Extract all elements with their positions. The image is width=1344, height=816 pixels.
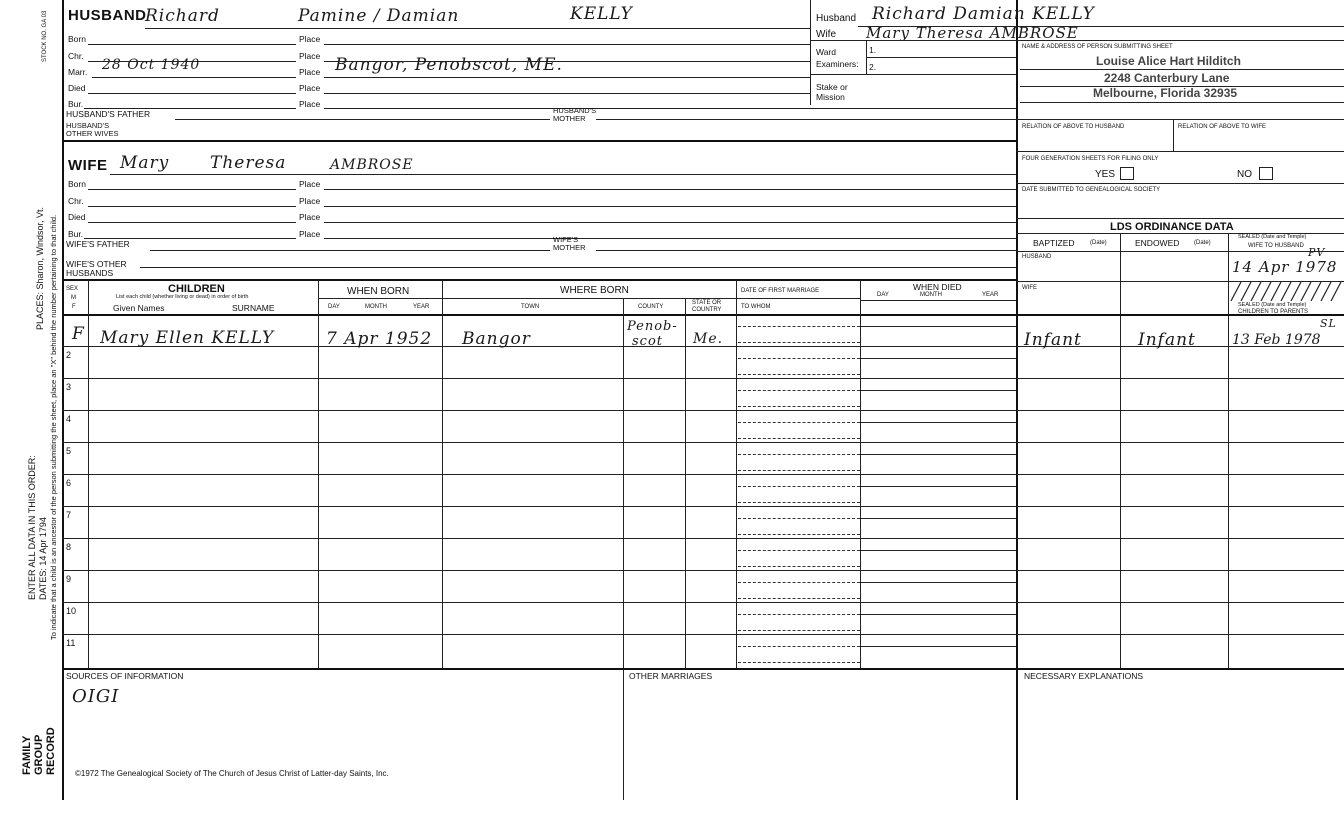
given-names-header: Given Names (113, 303, 165, 313)
lds-husband-label: HUSBAND (1022, 254, 1052, 260)
to-whom-line (738, 566, 860, 567)
place-label: Place (299, 229, 321, 239)
enter-data-note: ENTER ALL DATA IN THIS ORDER: (27, 455, 37, 600)
when-died-header: WHEN DIED (913, 282, 962, 292)
marriage-date-line (738, 422, 860, 423)
other-marriages-label: OTHER MARRIAGES (629, 671, 713, 681)
day-header: DAY (877, 292, 889, 298)
marriage-date-line (738, 358, 860, 359)
stake-label-1: Stake or (816, 82, 848, 92)
rh-husband-label: Husband (816, 13, 857, 24)
to-whom-line (738, 406, 860, 407)
row-divider (62, 634, 1344, 635)
place-label: Place (299, 212, 321, 222)
row-divider (62, 602, 1344, 603)
child-1-county-1: Penob- (627, 319, 678, 334)
examiners-label: Examiners: (816, 59, 859, 69)
to-whom-line (738, 502, 860, 503)
children-list-note: List each child (whether living or dead) in order of birth (116, 294, 249, 300)
lds-title: LDS ORDINANCE DATA (1110, 221, 1234, 233)
wife-mother-label-1: WIFE'S (553, 235, 579, 244)
marriage-date-line (738, 582, 860, 583)
died-label: Died (68, 212, 86, 222)
sex-f: F (72, 304, 76, 310)
wife-surname: AMBROSE (330, 157, 414, 173)
yes-label: YES (1095, 169, 1116, 180)
form-title-2: GROUP (33, 734, 45, 775)
marriage-date-line (738, 550, 860, 551)
relation-husband-label: RELATION OF ABOVE TO HUSBAND (1022, 124, 1125, 130)
died-date-line (860, 646, 1016, 647)
child-1-born: 7 Apr 1952 (326, 329, 433, 349)
four-gen-label: FOUR GENERATION SHEETS FOR FILING ONLY (1022, 156, 1159, 162)
to-whom-line (738, 470, 860, 471)
relation-wife-label: RELATION OF ABOVE TO WIFE (1178, 124, 1267, 130)
place-label: Place (299, 67, 321, 77)
marriage-date-line (738, 390, 860, 391)
necessary-explanations-label: NECESSARY EXPLANATIONS (1024, 671, 1144, 681)
bur-label: Bur. (68, 99, 84, 109)
to-whom-line (738, 374, 860, 375)
died-date-line (860, 390, 1016, 391)
surname-header: SURNAME (232, 303, 275, 313)
to-whom-line (738, 534, 860, 535)
place-label: Place (299, 179, 321, 189)
county-header: COUNTY (638, 304, 664, 310)
child-1-sex: F (72, 324, 85, 344)
place-label: Place (299, 51, 321, 61)
to-whom-line (738, 438, 860, 439)
marr-label: Marr. (68, 67, 88, 77)
wife-mother-label-2: MOTHER (553, 243, 586, 252)
child-1-county-2: scot (632, 334, 664, 349)
born-label: Born (68, 179, 86, 189)
wife-other-husbands-2: HUSBANDS (66, 268, 114, 278)
town-header: TOWN (521, 304, 540, 310)
row-divider (62, 410, 1344, 411)
yes-checkbox[interactable] (1120, 167, 1134, 180)
row-divider (62, 378, 1344, 379)
died-date-line (860, 422, 1016, 423)
sealed-wife-date: 14 Apr 1978 (1232, 258, 1338, 276)
state-header-1: STATE OR (692, 300, 722, 306)
chr-label: Chr. (68, 51, 84, 61)
examiner-2: 2. (869, 62, 877, 72)
copyright: ©1972 The Genealogical Society of The Church of Jesus Christ of Latter-day Saints, Inc. (75, 769, 389, 778)
row-divider (62, 506, 1344, 507)
child-row-number: 6 (66, 478, 72, 488)
died-date-line (860, 582, 1016, 583)
died-date-line (860, 550, 1016, 551)
where-born-header: WHERE BORN (560, 285, 629, 296)
child-row-number: 5 (66, 446, 72, 456)
ward-label: Ward (816, 47, 836, 57)
lds-wife-label: WIFE (1022, 285, 1037, 291)
form-title-3: RECORD (45, 727, 57, 775)
submitter-name: Louise Alice Hart Hilditch (1096, 54, 1241, 68)
child-row-number: 10 (66, 606, 77, 616)
marriage-date-line (738, 518, 860, 519)
place-label: Place (299, 83, 321, 93)
child-1-sealed: 13 Feb 1978 (1232, 332, 1321, 348)
child-1-endowed: Infant (1138, 330, 1196, 350)
sealed-wife-label-2: WIFE TO HUSBAND (1248, 243, 1304, 249)
to-whom-line (738, 662, 860, 663)
to-whom-line (738, 342, 860, 343)
to-whom-line (738, 630, 860, 631)
bur-label: Bur. (68, 229, 84, 239)
rh-wife-label: Wife (816, 29, 836, 40)
form-title-1: FAMILY (21, 735, 33, 775)
husband-mother-label-2: MOTHER (553, 114, 586, 123)
state-header-2: COUNTRY (692, 307, 722, 313)
year-header: YEAR (982, 292, 999, 298)
no-label: NO (1237, 169, 1252, 180)
row-divider (62, 570, 1344, 571)
year-header: YEAR (413, 304, 430, 310)
row-divider (62, 442, 1344, 443)
sealed-children-label-1: SEALED (Date and Temple) (1238, 302, 1307, 308)
endowed-label: ENDOWED (1135, 238, 1180, 248)
submitter-city: Melbourne, Florida 32935 (1093, 86, 1238, 100)
month-header: MONTH (365, 304, 387, 310)
husband-middle-name: Pamine / Damian (298, 6, 460, 26)
child-row-number: 8 (66, 542, 72, 552)
sources-label: SOURCES OF INFORMATION (66, 671, 184, 681)
place-label: Place (299, 34, 321, 44)
born-label: Born (68, 34, 86, 44)
child-row-number: 4 (66, 414, 72, 424)
examiner-1: 1. (869, 45, 877, 55)
baptized-label: BAPTIZED (1033, 238, 1075, 248)
hatched-block (1229, 282, 1344, 301)
dates-note: DATES: 14 Apr 1794 (38, 517, 48, 600)
marriage-place: Bangor, Penobscot, ME. (335, 55, 563, 75)
stake-label-2: Mission (816, 92, 845, 102)
marriage-date-line (738, 486, 860, 487)
died-date-line (860, 454, 1016, 455)
wife-given-name: Mary (120, 153, 170, 173)
wife-middle-name: Theresa (210, 153, 287, 173)
baptized-date-label: (Date) (1090, 240, 1107, 246)
month-header: MONTH (920, 292, 942, 298)
row-divider (62, 538, 1344, 539)
died-date-line (860, 518, 1016, 519)
marriage-date-line (738, 454, 860, 455)
stock-number: STOCK NO. GA 03 (42, 10, 48, 62)
rh-wife-value: Mary Theresa AMBROSE (866, 24, 1079, 42)
died-label: Died (68, 83, 86, 93)
sealed-children-label-2: CHILDREN TO PARENTS (1238, 309, 1309, 315)
died-date-line (860, 326, 1016, 327)
row-divider (62, 474, 1344, 475)
child-row-number: 11 (66, 638, 76, 648)
child-1-town: Bangor (462, 329, 531, 349)
child-row-number: 7 (66, 510, 72, 520)
husband-mother-label-1: HUSBAND'S (553, 106, 597, 115)
child-row-number: 3 (66, 382, 72, 392)
child-1-sealed-temple: SL (1320, 317, 1337, 330)
marriage-date-line (738, 614, 860, 615)
marriage-date-line (738, 326, 860, 327)
sealed-wife-label-1: SEALED (Date and Temple) (1238, 234, 1307, 240)
husband-father-label: HUSBAND'S FATHER (66, 109, 151, 119)
places-note: PLACES: Sharon, Windsor, Vt. (35, 206, 45, 330)
to-whom-header: TO WHOM (741, 304, 771, 310)
to-whom-line (738, 598, 860, 599)
child-1-baptized: Infant (1024, 330, 1082, 350)
chr-label: Chr. (68, 196, 84, 206)
child-1-name: Mary Ellen KELLY (100, 328, 275, 348)
marriage-date: 28 Oct 1940 (102, 57, 201, 73)
sex-m: M (71, 295, 76, 301)
when-born-header: WHEN BORN (347, 286, 410, 297)
husband-other-wives-2: OTHER WIVES (66, 129, 119, 138)
husband-other-wives-1: HUSBAND'S (66, 121, 110, 130)
place-label: Place (299, 99, 321, 109)
marriage-date-line (738, 646, 860, 647)
wife-other-husbands-1: WIFE'S OTHER (66, 259, 127, 269)
submitter-label: NAME & ADDRESS OF PERSON SUBMITTING SHEET (1022, 44, 1173, 50)
date-submitted-label: DATE SUBMITTED TO GENEALOGICAL SOCIETY (1022, 187, 1161, 193)
indicate-note: To indicate that a child is an ancestor of the person submitting the sheet, place an "X" behind the number pertaining to that child. (49, 214, 58, 640)
child-row-number: 2 (66, 350, 72, 360)
wife-label: WIFE (68, 157, 108, 174)
died-date-line (860, 486, 1016, 487)
sources-value: OIGI (72, 686, 120, 707)
child-1-state: Me. (693, 331, 724, 347)
husband-surname: KELLY (570, 4, 633, 24)
child-row-number: 9 (66, 574, 72, 584)
submitter-street: 2248 Canterbury Lane (1104, 71, 1230, 85)
children-header: CHILDREN (168, 283, 225, 295)
died-date-line (860, 358, 1016, 359)
died-date-line (860, 614, 1016, 615)
day-header: DAY (328, 304, 340, 310)
husband-label: HUSBAND (68, 7, 147, 24)
endowed-date-label: (Date) (1194, 240, 1211, 246)
wife-father-label: WIFE'S FATHER (66, 239, 130, 249)
sealed-wife-temple: PV (1308, 246, 1326, 259)
husband-given-name: Richard (145, 6, 220, 26)
rh-husband-value: Richard Damian KELLY (872, 4, 1095, 24)
sex-header: SEX (66, 286, 79, 292)
first-marriage-header: DATE OF FIRST MARRIAGE (741, 288, 820, 294)
no-checkbox[interactable] (1259, 167, 1273, 180)
place-label: Place (299, 196, 321, 206)
